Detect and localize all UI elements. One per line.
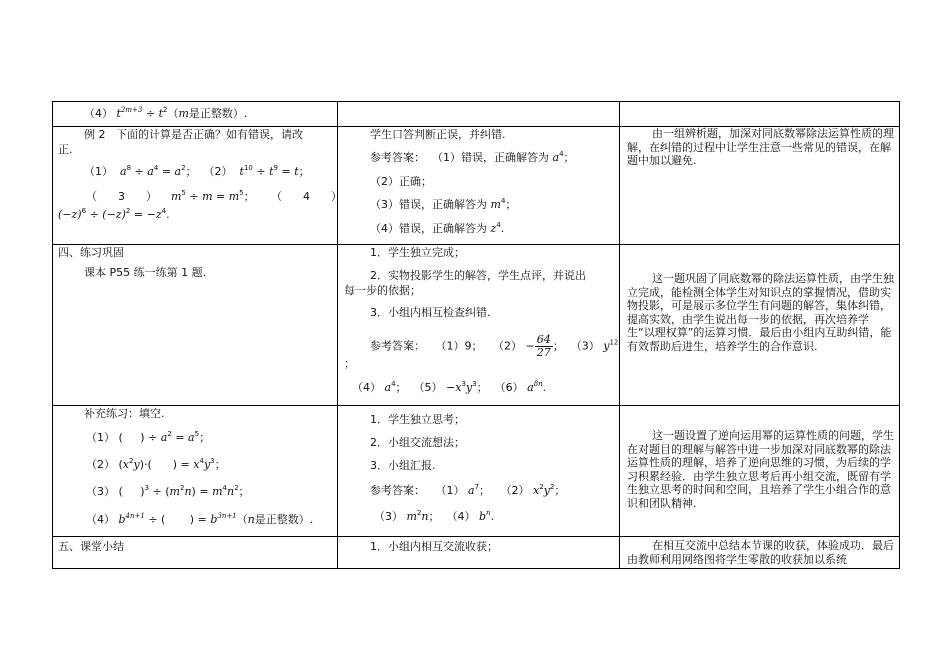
row2-design-intent: 这一题巩固了同底数幂的除法运算性质，由学生独立完成，能检测全体学生对知识点的掌握情况，借助实物投影，可是展示多位学生有问题的解答，集体纠错，提高实效，由学生说出每一步的依据，再次培养学生“以理权算”的运算习惯．最后由小组内互助纠错，能有效帮助后进生，培养学生的合作意识. — [627, 272, 894, 353]
example-2-question — [84, 128, 303, 142]
example-item-1: （1） $a^8 \div a^4 = a^2$； （2） $t^{10} \div t^9 = t$； — [84, 164, 310, 178]
row3-design-intent: 这一题设置了逆向运用幂的运算性质的问题，学生在对题目的理解与解答中进一步加深对同底数幂的除法运算性质的理解，培养了逆向思维的习惯，为后续的学习积累经验．由学生独立思考后再小组交流，既留有学生独立思考的时间和空间，且培养了学生小组合作的意识和团队精神. — [627, 429, 894, 510]
section-4-title: 四、练习巩固 — [58, 246, 124, 259]
reference-answer-3: （3）错误，正确解答为 $m^4$； — [370, 197, 517, 211]
supplement-step-2: 2．小组交流想法； — [370, 436, 465, 449]
question-line1: 下面的计算是否正确？如有错误，请改 — [116, 128, 303, 141]
section-5-title: 五、课堂小结 — [58, 540, 124, 553]
example-item-3: （ 3 ） $m^5 \div m = m^5$； — [86, 189, 255, 203]
row-divider — [53, 405, 899, 406]
supplement-title: 补充练习：填空. — [84, 407, 165, 420]
row0-item4: （4） $t^{2m+3} \div t^2(m$是正整数）. — [84, 106, 248, 120]
supplement-answers-line2: （3） $m^2n$； （4） $b^n$. — [374, 509, 495, 523]
row-divider — [53, 536, 899, 537]
practice-step-3: 3．小组内相互检查纠错. — [370, 306, 491, 319]
example-item-4-label: （ 4 ） — [271, 190, 342, 203]
supplement-q4: （4） $b^{4n+1}$ ÷ ( ) = $b^{3n+1}(n$是正整数）. — [86, 512, 314, 526]
student-oral-check: 学生口答判断正误，并纠错. — [370, 128, 506, 141]
practice-step-2b: 每一步的依据； — [344, 284, 421, 297]
column-divider — [337, 102, 338, 568]
practice-step-2a: 2．实物投影学生的解答，学生点评，并说出 — [370, 269, 586, 282]
textbook-exercise: 课本 P55 练一练第 1 题. — [84, 266, 207, 279]
practice-answers-line2: （4） $a^4$； $(5) -x^3y^3$； （6） $a^{8n}$. — [352, 380, 547, 394]
example-item-4-expr: $(-z)^6 \div (-z)^2 = -z^4$. — [58, 207, 170, 221]
summary-step-1: 1．小组内相互交流收获； — [370, 540, 498, 553]
practice-answers-line1: 参考答案： （1）9； （2） − $\frac{64}{27}$ ； （3） $y^{12}$ — [370, 333, 619, 359]
fraction-64-27: $\frac{64}{27}$ — [536, 333, 551, 359]
reference-answer-4: （4）错误，正确解答为 $z^4$. — [370, 221, 505, 235]
supplement-step-1: 1．学生独立思考； — [370, 413, 465, 426]
supplement-step-3: 3．小组汇报. — [370, 459, 436, 472]
row-divider — [53, 244, 899, 245]
practice-step-1: 1．学生独立完成； — [370, 246, 465, 259]
reference-answer-2: （2）正确； — [370, 175, 432, 188]
supplement-answers-line1: 参考答案： （1） $a^7$； （2） $x^2y^2$； — [370, 483, 566, 497]
row4-design-intent: 在相互交流中总结本节课的收获，体验成功．最后由教师利用网络图将学生零散的收获加以系统 — [627, 539, 894, 566]
supplement-q3: （3） ( )$^3 \div (m^2n) = m^4n^2$； — [86, 484, 250, 498]
row1-design-intent: 由一组辨析题，加深对同底数幂除法运算性质的理解，在纠错的过程中让学生注意一些常见的错误，在解题中加以避免. — [627, 127, 894, 167]
question-line2: 正. — [58, 143, 73, 156]
column-divider — [619, 102, 620, 568]
reference-answer-1: 参考答案： （1）错误，正确解答为 $a^4$； — [370, 150, 575, 164]
semicolon: ； — [344, 357, 355, 370]
supplement-q2: （2） $(x^2y)\cdot$( ) = $x^4y^3$； — [86, 457, 226, 471]
supplement-q1: （1） ( ) ÷ $a^2 = a^5$； — [86, 430, 211, 444]
example-label: 例 2 — [84, 128, 106, 141]
